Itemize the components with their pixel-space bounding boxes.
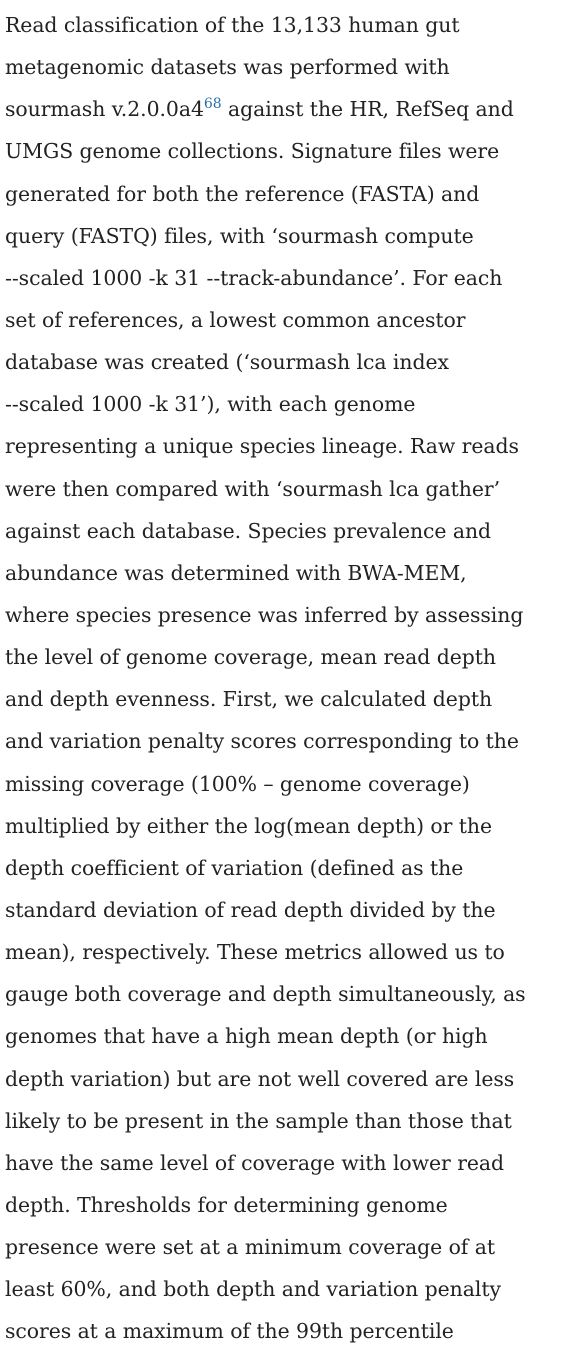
text-line: gauge both coverage and depth simultaneously, as [5, 982, 526, 1007]
text-line: genomes that have a high mean depth (or high [5, 1024, 488, 1049]
text-line: where species presence was inferred by assessing [5, 602, 524, 627]
text-line: scores at a maximum of the 99th percentile [5, 1319, 454, 1344]
methods-paragraph [5, 4, 573, 1353]
text-line-with-citation [5, 88, 573, 130]
text-line: --scaled 1000 -k 31’), with each genome [5, 392, 416, 417]
text-line: and depth evenness. First, we calculated depth [5, 687, 493, 712]
text-line: metagenomic datasets was performed with [5, 55, 450, 80]
text-segment: sourmash v.2.0.0a4 [5, 97, 204, 122]
text-line: UMGS genome collections. Signature files were [5, 139, 500, 164]
citation-link[interactable]: 68 [203, 96, 222, 113]
text-line: against each database. Species prevalence and [5, 518, 492, 543]
text-line: depth coefficient of variation (defined as the [5, 855, 464, 880]
text-line: generated for both the reference (FASTA) and [5, 181, 480, 206]
text-line: depth. Thresholds for determining genome [5, 1192, 448, 1217]
text-line: multiplied by either the log(mean depth) or the [5, 813, 493, 838]
text-line: depth variation) but are not well covered are less [5, 1066, 515, 1091]
text-line: were then compared with ‘sourmash lca gather’ [5, 476, 501, 501]
text-segment: against the HR, RefSeq and [221, 97, 514, 122]
text-line: representing a unique species lineage. Raw reads [5, 434, 519, 459]
text-line: likely to be present in the sample than those that [5, 1108, 512, 1133]
text-line: abundance was determined with BWA-MEM, [5, 560, 467, 585]
text-line: --scaled 1000 -k 31 --track-abundance’. For each [5, 265, 503, 290]
text-line: least 60%, and both depth and variation penalty [5, 1277, 501, 1302]
text-line: Read classification of the 13,133 human gut [5, 13, 460, 37]
text-line: set of references, a lowest common ancestor [5, 307, 466, 332]
text-line: the level of genome coverage, mean read depth [5, 645, 496, 670]
text-line: presence were set at a minimum coverage of at [5, 1235, 495, 1260]
text-line: query (FASTQ) files, with ‘sourmash compute [5, 223, 474, 248]
text-line: standard deviation of read depth divided by the [5, 897, 496, 922]
text-line: mean), respectively. These metrics allowed us to [5, 940, 505, 965]
text-line: have the same level of coverage with lower read [5, 1150, 505, 1175]
text-line: and variation penalty scores corresponding to the [5, 729, 519, 754]
text-line: missing coverage (100% – genome coverage) [5, 771, 470, 796]
text-line: database was created (‘sourmash lca index [5, 350, 449, 375]
